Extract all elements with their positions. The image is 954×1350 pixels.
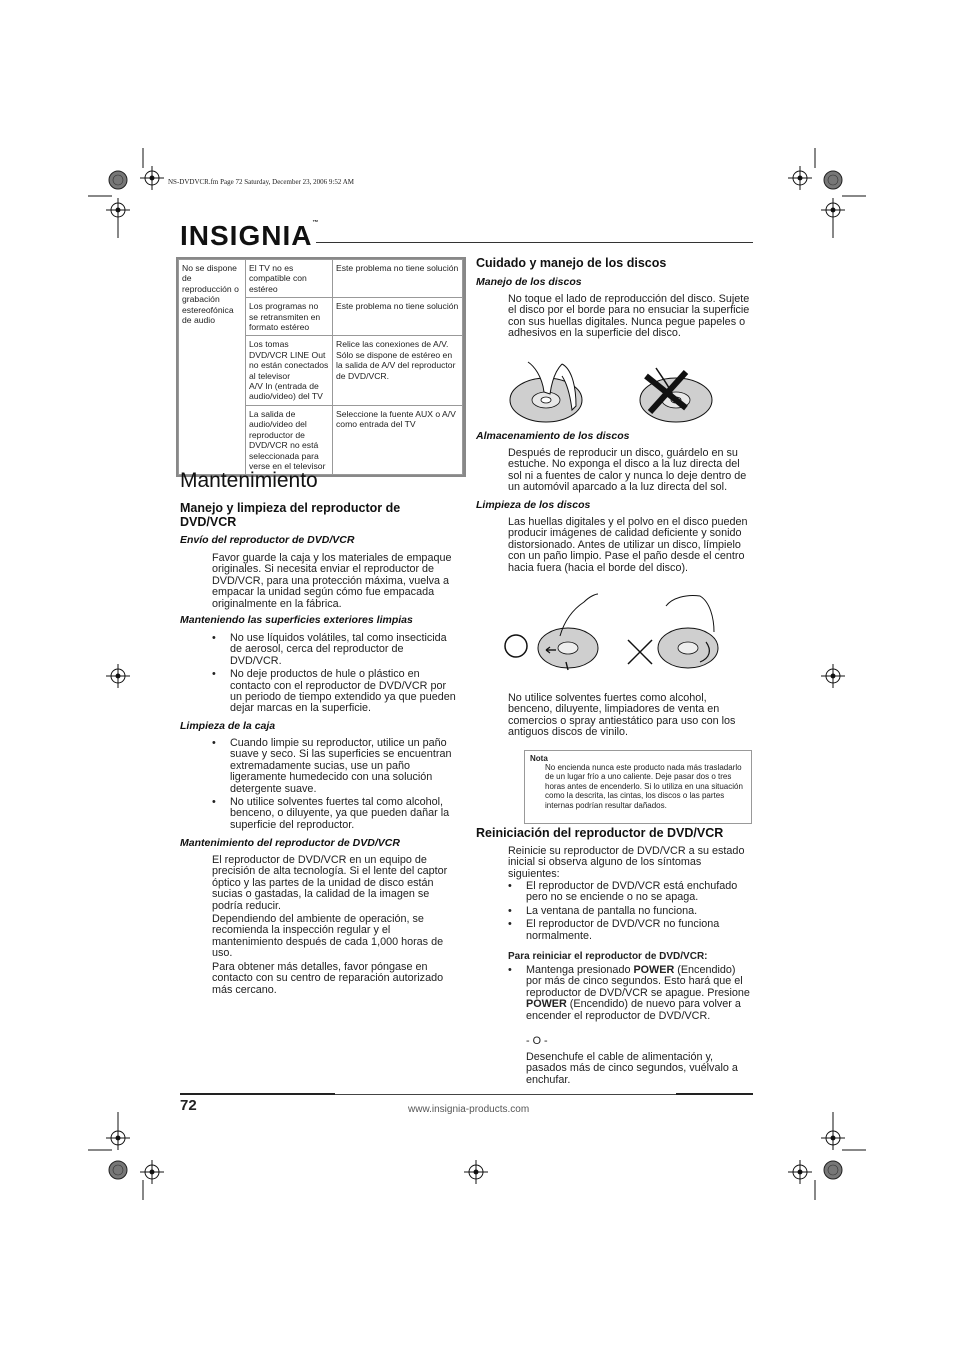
bullet-list bbox=[508, 965, 753, 1024]
section-heading: Manejo y limpieza del reproductor de DVD/VCR bbox=[180, 501, 401, 529]
disc-cleaning-illustration bbox=[500, 592, 730, 674]
paragraph: No toque el lado de reproducción del disco. Sujete el disco por el borde para no ensuciar la superficie con sus huellas digitales. Nunca pegue papeles o adhesivos en la superficie del disco. bbox=[508, 293, 750, 340]
troubleshooting-table-frame bbox=[176, 257, 466, 477]
insignia-logo bbox=[180, 220, 319, 252]
subsection-heading: Mantenimiento del reproductor de DVD/VCR bbox=[180, 837, 400, 849]
wrong-handling-disc bbox=[640, 368, 712, 422]
disc-handling-illustration bbox=[506, 358, 718, 426]
cause-cell bbox=[246, 336, 333, 405]
section-heading: Reiniciación del reproductor de DVD/VCR bbox=[476, 826, 724, 840]
list-item: • El reproductor de DVD/VCR está enchufado pero no se enciende o no se apaga. bbox=[508, 881, 753, 904]
note-text: No encienda nunca este producto nada más trasladarlo de un lugar frío a uno caliente. Deje pasar dos o tres horas antes de encenderlo. Si lo utiliza en una situación como la descrita, las cintas, los discos o las partes internas podrían resultar dañados. bbox=[545, 763, 743, 810]
solution-cell: Relice las conexiones de A/V. Sólo se dispone de estéreo en la salida de A/V del reproductor de DVD/VCR. bbox=[333, 336, 463, 405]
cause-cell: El TV no es compatible con estéreo bbox=[246, 260, 333, 298]
paragraph: Favor guarde la caja y los materiales de empaque originales. Si necesita enviar el reproductor de DVD/VCR, para una protección máxima, vuelva a empacar la unidad según cómo fue empacada originalmente en la fábrica. bbox=[212, 552, 452, 610]
header-rule bbox=[316, 242, 753, 243]
cause-text: Los tomas DVD/VCR LINE Out no están conectados al televisor bbox=[249, 339, 329, 381]
print-info-line: NS-DVDVCR.fm Page 72 Saturday, December 23, 2006 9:52 AM bbox=[168, 178, 354, 186]
correct-circle-icon bbox=[505, 635, 527, 657]
list-item: • No use líquidos volátiles, tal como insecticida de aerosol, cerca del reproductor de DVD/VCR. bbox=[212, 633, 458, 667]
list-item: • La ventana de pantalla no funciona. bbox=[508, 906, 753, 917]
or-separator: - O - bbox=[526, 1035, 548, 1047]
wrong-cleaning-disc bbox=[658, 595, 718, 668]
subsection-heading: Limpieza de la caja bbox=[180, 720, 276, 732]
step-text: (Encendido) de nuevo para volver a encender el reproductor de DVD/VCR. bbox=[526, 998, 741, 1022]
paragraph: Dependiendo del ambiente de operación, se recomienda la inspección regular y el mantenimiento después de cada 1,000 horas de uso. bbox=[212, 913, 444, 960]
step-text: Mantenga presionado bbox=[526, 964, 634, 976]
correct-handling-disc bbox=[510, 362, 582, 422]
paragraph: Las huellas digitales y el polvo en el disco pueden producir imágenes de calidad deficiente y sonido distorsionado. Antes de utilizar un disco, límpielo con un paño limpio. Pase el paño desde el centro hacia fuera (hacia el borde del disco). bbox=[508, 516, 748, 574]
page-number: 72 bbox=[180, 1097, 197, 1114]
note-title: Nota bbox=[530, 754, 548, 763]
logo-tm: ™ bbox=[312, 220, 320, 226]
subsection-heading: Limpieza de los discos bbox=[476, 499, 591, 511]
cause-cell: La salida de audio/video del reproductor de DVD/VCR no está seleccionada para verse en el televisor bbox=[246, 405, 333, 474]
paragraph: Para obtener más detalles, favor póngase en contacto con su centro de reparación autorizado más cercano. bbox=[212, 961, 444, 996]
power-key-label: POWER bbox=[633, 964, 675, 976]
troubleshooting-table bbox=[178, 259, 463, 475]
logo-text: INSIGNIA bbox=[180, 220, 313, 251]
paragraph: No utilice solventes fuertes como alcohol, benceno, diluyente, limpiadores de venta en comercios o spray antiestático para uso con los antiguos discos de vinilo. bbox=[508, 692, 736, 739]
list-item: • Cuando limpie su reproductor, utilice un paño suave y seco. Si las superficies se encuentran extremadamente sucias, use un paño ligeramente humedecido con una solución detergente suave. bbox=[212, 738, 458, 795]
paragraph: Reinicie su reproductor de DVD/VCR a su estado inicial si observa alguno de los síntomas siguientes: bbox=[508, 845, 745, 880]
solution-cell: Seleccione la fuente AUX o A/V como entrada del TV bbox=[333, 405, 463, 474]
procedure-title: Para reiniciar el reproductor de DVD/VCR: bbox=[508, 951, 708, 962]
page-title: Mantenimiento bbox=[180, 469, 318, 492]
subsection-heading: Envío del reproductor de DVD/VCR bbox=[180, 534, 355, 546]
list-item: • No utilice solventes fuertes tal como alcohol, benceno, o diluyente, ya que pueden dañar la superficie del reproductor. bbox=[212, 797, 458, 831]
subsection-heading: Manteniendo las superficies exteriores limpias bbox=[180, 614, 413, 626]
solution-cell: Este problema no tiene solución bbox=[333, 298, 463, 336]
subsection-heading: Manejo de los discos bbox=[476, 276, 582, 288]
bullet-list bbox=[508, 881, 753, 944]
wrong-x-icon bbox=[628, 640, 652, 664]
footer-url: www.insignia-products.com bbox=[408, 1104, 530, 1115]
list-item: • El reproductor de DVD/VCR no funciona normalmente. bbox=[508, 919, 753, 942]
bullet-list bbox=[212, 633, 458, 717]
list-item bbox=[508, 965, 753, 1022]
correct-cleaning-disc bbox=[538, 594, 598, 670]
bullet-list bbox=[212, 738, 458, 833]
note-box bbox=[524, 750, 752, 824]
problem-cell: No se dispone de reproducción o grabación estereofónica de audio bbox=[179, 260, 246, 475]
section-heading: Cuidado y manejo de los discos bbox=[476, 256, 667, 270]
subsection-heading: Almacenamiento de los discos bbox=[476, 430, 630, 442]
solution-cell: Este problema no tiene solución bbox=[333, 260, 463, 298]
paragraph: Desenchufe el cable de alimentación y, pasados más de cinco segundos, vuélvalo a enchufar. bbox=[526, 1051, 738, 1086]
paragraph: El reproductor de DVD/VCR en un equipo de precisión de alta tecnología. Si el lente del captor óptico y las partes de la unidad de disco están sucias o gastadas, la calidad de la imagen se podría reducir. bbox=[212, 854, 448, 912]
list-item: • No deje productos de hule o plástico en contacto con el reproductor de DVD/VCR por un periodo de tiempo extendido ya que pueden dejar marcas en la superficie. bbox=[212, 669, 458, 715]
step-text: (Encendido) por más de cinco segundos. Esto hará que el reproductor de DVD/VCR se apague. Presione bbox=[526, 964, 750, 999]
footer-rule-accent-right bbox=[676, 1093, 753, 1095]
footer-rule-accent-left bbox=[180, 1093, 335, 1095]
paragraph: Después de reproducir un disco, guárdelo en su estuche. No exponga el disco a la luz directa del sol ni a fuentes de calor y nunca lo deje dentro de un automóvil aparcado a la luz directa del sol. bbox=[508, 447, 747, 494]
power-key-label: POWER bbox=[526, 998, 567, 1011]
cause-cell: Los programas no se retransmiten en formato estéreo bbox=[246, 298, 333, 336]
cause-text: A/V In (entrada de audio/video) del TV bbox=[249, 381, 323, 402]
